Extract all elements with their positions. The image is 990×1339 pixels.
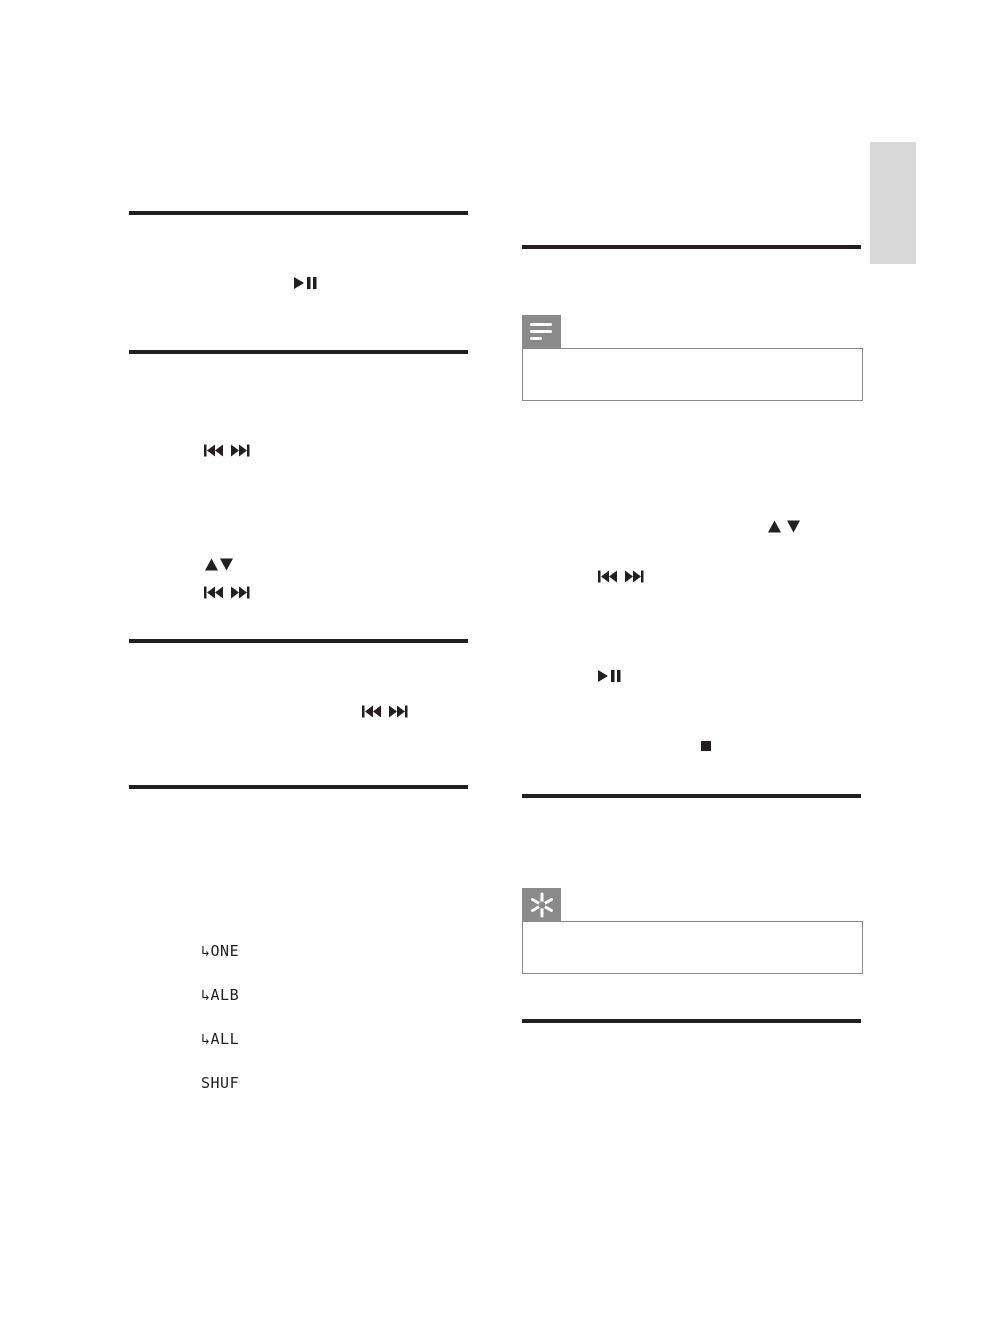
tip-box — [522, 921, 863, 974]
note-icon — [530, 323, 554, 341]
section-rule — [129, 639, 468, 643]
language-side-tab — [870, 142, 916, 264]
note-badge — [522, 315, 561, 349]
section-rule — [129, 785, 468, 789]
prev-next-icon — [598, 570, 644, 583]
prev-next-icon — [204, 444, 250, 457]
asterisk-tip-icon — [529, 892, 555, 918]
repeat-album-display: ↳ALB — [201, 986, 240, 1004]
up-down-icon — [768, 520, 800, 533]
section-rule — [522, 245, 861, 249]
stop-icon — [701, 741, 711, 751]
play-pause-icon — [294, 276, 320, 290]
repeat-one-display: ↳ONE — [201, 942, 240, 960]
repeat-all-display: ↳ALL — [201, 1030, 240, 1048]
section-rule — [522, 1019, 861, 1023]
section-rule — [129, 211, 468, 215]
shuffle-display: SHUF — [201, 1074, 240, 1092]
up-down-icon — [205, 558, 233, 571]
tip-badge — [522, 888, 561, 922]
prev-next-icon — [362, 705, 408, 718]
play-pause-icon — [598, 669, 624, 683]
prev-next-icon — [204, 586, 250, 599]
note-box — [522, 348, 863, 401]
section-rule — [129, 350, 468, 354]
section-rule — [522, 794, 861, 798]
